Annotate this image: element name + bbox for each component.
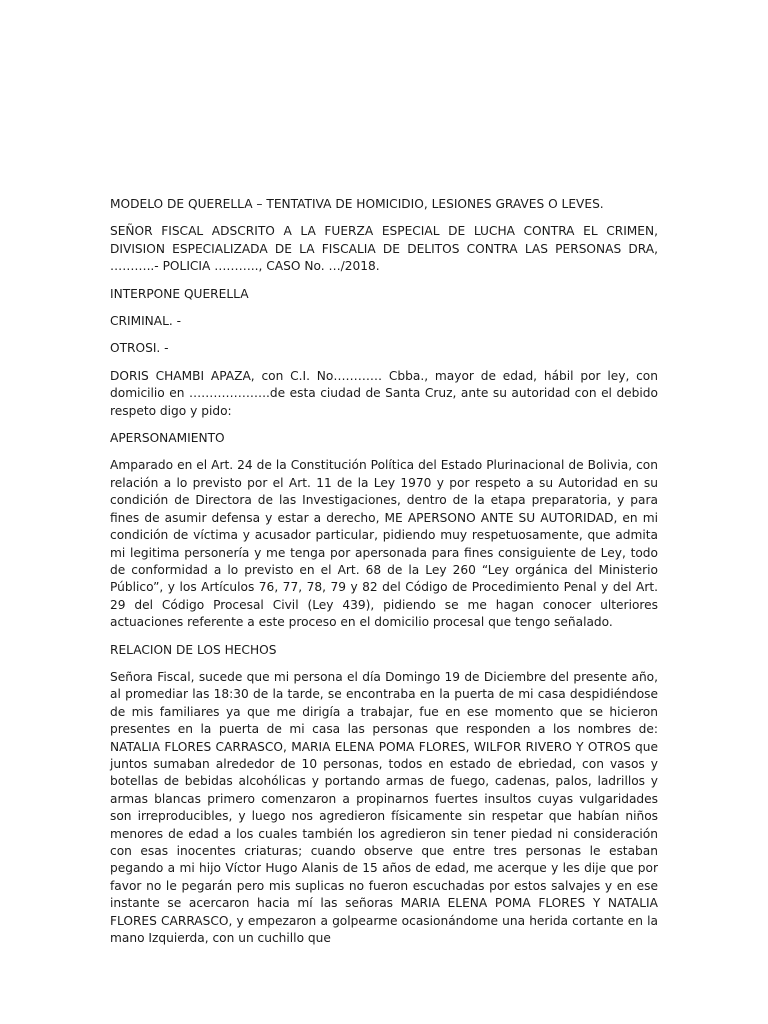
document-title: MODELO DE QUERELLA – TENTATIVA DE HOMICIDIO, LESIONES GRAVES O LEVES. bbox=[110, 197, 604, 211]
document-body bbox=[110, 196, 658, 957]
section-heading-relacion-hechos: RELACION DE LOS HECHOS bbox=[110, 642, 277, 657]
heading-interpone-querella: INTERPONE QUERELLA bbox=[110, 286, 249, 301]
apersonamiento-paragraph: Amparado en el Art. 24 de la Constitución Política del Estado Plurinacional de Bolivia, con relación a lo previsto por el Art. 11 de la Ley 1970 y por respeto a su Autoridad en su condición de Directora de las Investigaciones, dentro de la etapa preparatoria, y para fines de asumir defensa y estar a derecho, ME APERSONO ANTE SU AUTORIDAD, en mi condición de víctima y acusador particular, pidiendo muy respetuosamente, que admita mi legitima personería y me tenga por apersonada para fines consiguiente de Ley, todo de conformidad a lo previsto en el Art. 68 de la Ley 260 “Ley orgánica del Ministerio Público”, y los Artículos 76, 77, 78, 79 y 82 del Código de Procedimiento Penal y del Art. 29 del Código Procesal Civil (Ley 439), pidiendo se me hagan conocer ulteriores actuaciones referente a este proceso en el domicilio procesal que tengo señalado. bbox=[110, 458, 658, 630]
addressee-paragraph: SEÑOR FISCAL ADSCRITO A LA FUERZA ESPECIAL DE LUCHA CONTRA EL CRIMEN, DIVISION ESPECIALIZADA DE LA FISCALIA DE DELITOS CONTRA LAS PERSONAS DRA, ………..- POLICIA ……….., CASO No. …/2018. bbox=[110, 224, 658, 274]
heading-criminal: CRIMINAL. - bbox=[110, 314, 182, 329]
heading-otrosi: OTROSI. - bbox=[110, 341, 169, 356]
hechos-paragraph: Señora Fiscal, sucede que mi persona el día Domingo 19 de Diciembre del presente año, al promediar las 18:30 de la tarde, se encontraba en la puerta de mi casa despidiéndose de mis familiares ya que me dirigía a trabajar, fue en ese momento que se hicieron presentes en la puerta de mi casa las personas que responden a los nombres de: NATALIA FLORES CARRASCO, MARIA ELENA POMA FLORES, WILFOR RIVERO Y OTROS que juntos sumaban alrededor de 10 personas, todos en estado de ebriedad, con vasos y botellas de bebidas alcohólicas y portando armas de fuego, cadenas, palos, ladrillos y armas blancas primero comenzaron a propinarnos fuertes insultos cuyas vulgaridades son irreproducibles, y luego nos agredieron físicamente sin respetar que habían niños menores de edad a los cuales también los agredieron sin tener piedad ni consideración con esas inocentes criaturas; cuando observe que entre tres personas le estaban pegando a mi hijo Víctor Hugo Alanis de 15 años de edad, me acerque y les dije que por favor no le pegarán pero mis suplicas no fueron escuchadas por estos salvajes y en ese instante se acercaron hacia mí las señoras MARIA ELENA POMA FLORES Y NATALIA FLORES CARRASCO, y empezaron a golpearme ocasionándome una herida cortante en la mano Izquierda, con un cuchillo que bbox=[110, 669, 658, 946]
section-heading-apersonamiento: APERSONAMIENTO bbox=[110, 431, 225, 446]
intro-paragraph: DORIS CHAMBI APAZA, con C.I. No………… Cbba., mayor de edad, hábil por ley, con domicilio en ………………..de esta ciudad de Santa Cruz, ante su autoridad con el debido respeto digo y pido: bbox=[110, 368, 658, 418]
